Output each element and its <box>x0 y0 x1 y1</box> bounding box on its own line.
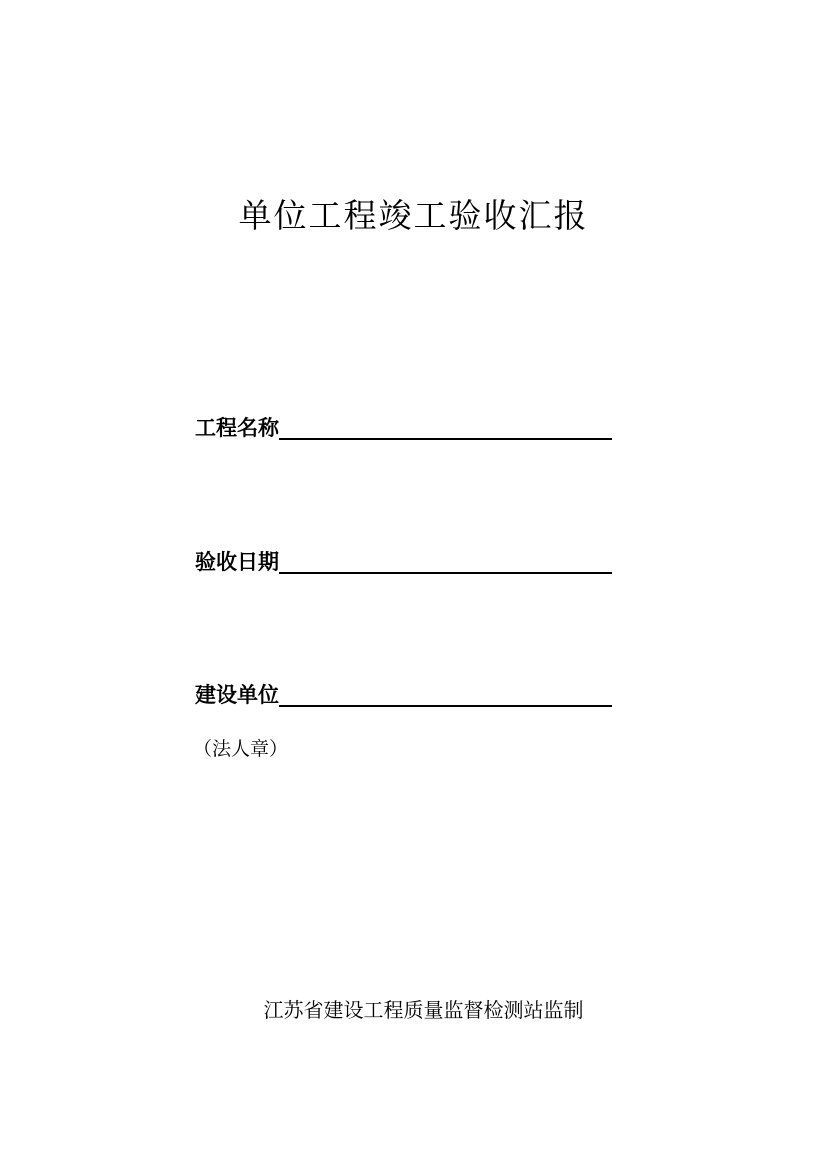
legal-seal-note: （法人章） <box>193 738 289 760</box>
document-title: 单位工程竣工验收汇报 <box>238 196 589 235</box>
acceptance-date-label: 验收日期 <box>195 549 279 574</box>
project-name-blank-line <box>279 438 612 440</box>
acceptance-date-field <box>195 541 612 575</box>
construction-unit-field <box>195 674 612 708</box>
project-name-field <box>195 407 612 441</box>
construction-unit-label: 建设单位 <box>195 682 279 707</box>
project-name-label: 工程名称 <box>195 415 279 440</box>
acceptance-date-blank-line <box>279 572 612 574</box>
issuer-footer: 江苏省建设工程质量监督检测站监制 <box>263 998 584 1022</box>
construction-unit-blank-line <box>279 705 612 707</box>
